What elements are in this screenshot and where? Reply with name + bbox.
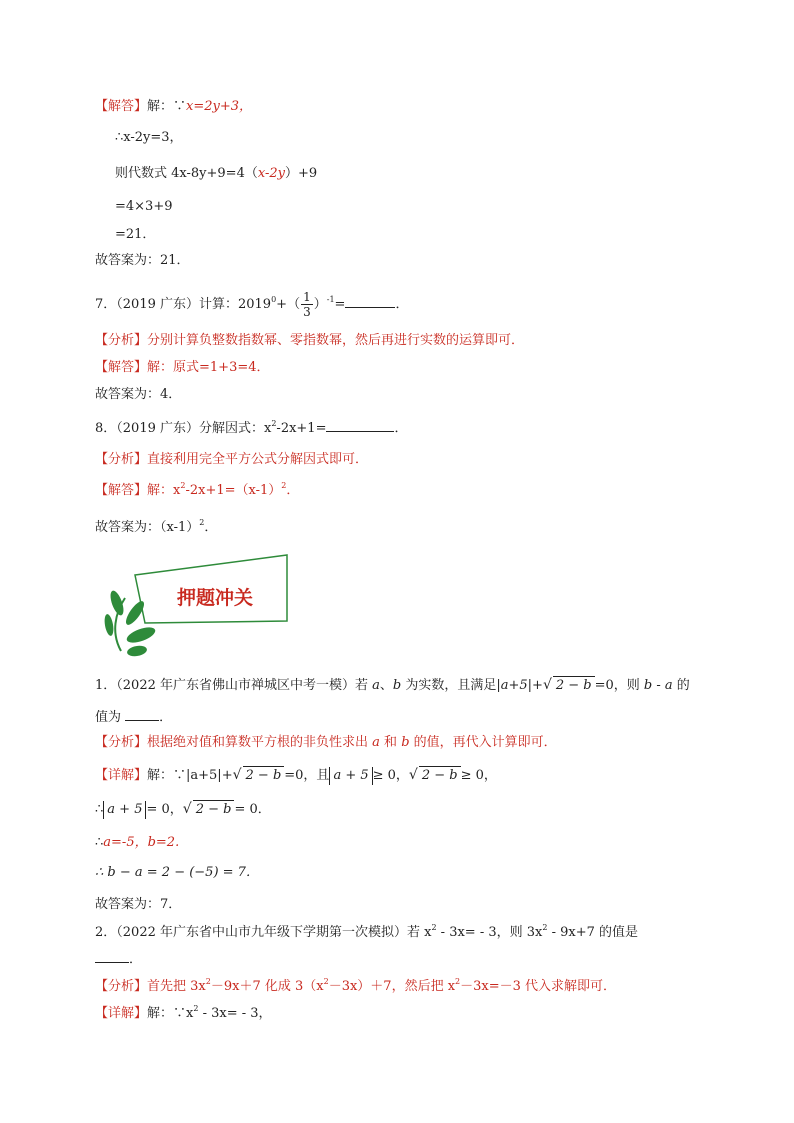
analysis-line: 【分析】根据绝对值和算数平方根的非负性求出 a 和 b 的值，再代入计算即可． xyxy=(95,735,557,750)
problem-2-line2: ． xyxy=(95,950,142,969)
solution-step: =21． xyxy=(115,227,156,242)
answer-blank xyxy=(326,419,394,432)
question-8: 8．（2019 广东）分解因式：$x^2-2x+1=$ ． xyxy=(95,419,408,436)
banner-title: 押题冲关 xyxy=(176,587,254,609)
detail-line: ∴a=-5，b=2. xyxy=(95,835,180,850)
section-banner xyxy=(97,553,293,658)
detail-line: 【详解】解：∵|a+5|+√ 2 − b =0，且 a + 5 ≥ 0，√ 2 − b ≥ 0， xyxy=(95,767,497,783)
solution-step: ∴x-2y=3， xyxy=(115,130,183,145)
detail-line: ∴ a + 5 = 0，√ 2 − b = 0． xyxy=(95,801,271,817)
answer-blank xyxy=(125,708,159,721)
solution-line: 【解答】解：原式=1+3=4． xyxy=(95,360,270,375)
solution-step: =4×3+9 xyxy=(115,199,173,214)
answer-line: 故答案为：$(x-1)^2$． xyxy=(95,518,218,535)
detail-line: 【详解】解：$\because x^2 - 3x= - 3$， xyxy=(95,1004,272,1021)
detail-line: ∴ b − a = 2 − (−5) = 7． xyxy=(95,865,259,880)
question-7: 7．（2019 广东）计算：$2019^0+$（ $\frac{1}{3}$ ）$^{-1}$= ． xyxy=(95,290,409,319)
analysis-line: 【分析】分别计算负整数指数幂、零指数幂，然后再进行实数的运算即可． xyxy=(95,333,525,348)
answer-blank xyxy=(345,295,395,308)
leaf-icon xyxy=(103,613,115,636)
fraction: $\frac{1}{3}$ xyxy=(303,290,311,319)
leaf-icon xyxy=(126,644,147,657)
analysis-line: 【分析】直接利用完全平方公式分解因式即可． xyxy=(95,452,369,467)
analysis-line: 【分析】首先把 $3x^2-9x+7$ 化成 $3(x^2-3x)+7$，然后把 $x^2-3x=-3$ 代入求解即可． xyxy=(95,977,617,994)
answer-blank xyxy=(95,950,129,963)
leaf-icon xyxy=(108,589,126,617)
answer-line: 故答案为：7． xyxy=(95,897,182,912)
solution-step: 则代数式 4x-8y+9=4（x-2y）+9 xyxy=(115,166,318,181)
problem-1: 1．（2022 年广东省佛山市禅城区中考一模）若 a、b 为实数，且满足|a+5|+√ 2 − b =0，则 b - a 的 xyxy=(95,677,690,693)
leaf-icon xyxy=(125,624,157,646)
problem-2: 2．（2022 年广东省中山市九年级下学期第一次模拟）若 $x^2 - 3x= - 3$，则 $3x^2 - 9x+7$ 的值是 xyxy=(95,923,639,940)
solution-line: 【解答】解：∵x=2y+3， xyxy=(95,99,253,114)
banner-graphic xyxy=(97,553,293,658)
problem-1-line2: 值为 ． xyxy=(95,710,173,725)
jieda-tag: 【解答】 xyxy=(95,99,148,114)
solution-line: 【解答】解：$x^2-2x+1=(x-1)^2$． xyxy=(95,481,300,498)
answer-line: 故答案为：21． xyxy=(95,253,190,268)
answer-line: 故答案为：4． xyxy=(95,387,182,402)
